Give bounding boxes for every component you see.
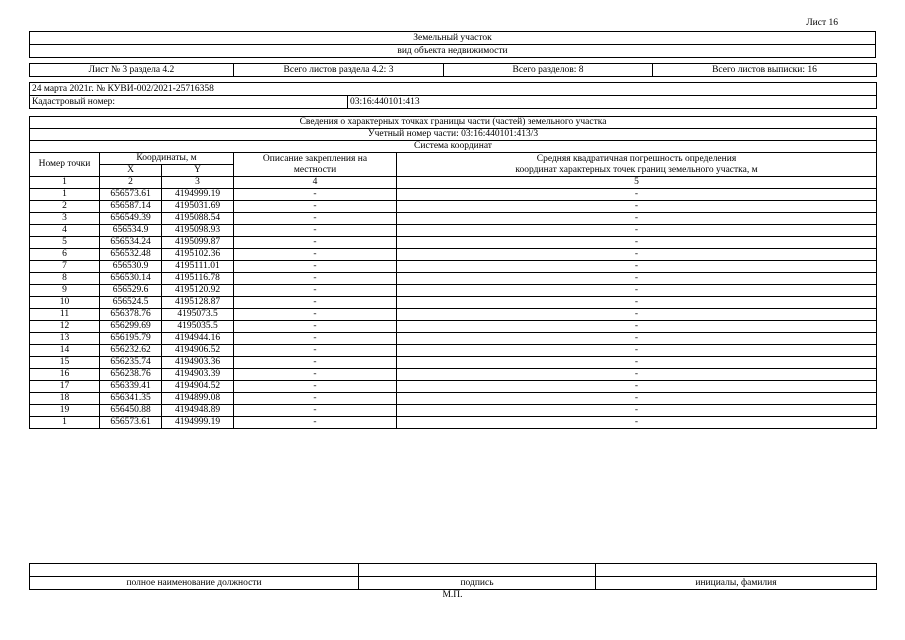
point-x: 656524.5 bbox=[100, 297, 162, 309]
point-description: - bbox=[234, 369, 397, 381]
point-x: 656238.76 bbox=[100, 369, 162, 381]
point-number: 19 bbox=[30, 405, 100, 417]
point-description: - bbox=[234, 285, 397, 297]
point-error: - bbox=[397, 189, 877, 201]
point-number: 17 bbox=[30, 381, 100, 393]
point-y: 4195116.78 bbox=[162, 273, 234, 285]
point-y: 4195111.01 bbox=[162, 261, 234, 273]
point-number: 16 bbox=[30, 369, 100, 381]
point-y: 4195120.92 bbox=[162, 285, 234, 297]
col-number: 3 bbox=[162, 177, 234, 189]
point-x: 656232.62 bbox=[100, 345, 162, 357]
point-error: - bbox=[397, 417, 877, 429]
point-x: 656195.79 bbox=[100, 333, 162, 345]
position-field bbox=[30, 564, 359, 577]
point-x: 656530.9 bbox=[100, 261, 162, 273]
date-and-number: 24 марта 2021г. № КУВИ-002/2021-25716358 bbox=[30, 83, 877, 96]
header-error-line1: Средняя квадратичная погрешность определения bbox=[536, 153, 737, 164]
point-y: 4195031.69 bbox=[162, 201, 234, 213]
point-description: - bbox=[234, 393, 397, 405]
point-x: 656532.48 bbox=[100, 249, 162, 261]
point-description: - bbox=[234, 189, 397, 201]
table-row bbox=[30, 273, 877, 285]
object-subtitle: вид объекта недвижимости bbox=[30, 45, 876, 58]
point-error: - bbox=[397, 273, 877, 285]
point-number: 14 bbox=[30, 345, 100, 357]
table-row bbox=[30, 201, 877, 213]
col-number: 4 bbox=[234, 177, 397, 189]
point-number: 11 bbox=[30, 309, 100, 321]
table-row bbox=[30, 381, 877, 393]
point-y: 4195035.5 bbox=[162, 321, 234, 333]
point-x: 656534.24 bbox=[100, 237, 162, 249]
total-sheets: Всего листов выписки: 16 bbox=[653, 64, 877, 77]
point-x: 656235.74 bbox=[100, 357, 162, 369]
point-y: 4194906.52 bbox=[162, 345, 234, 357]
point-description: - bbox=[234, 357, 397, 369]
total-sheets-in-section: Всего листов раздела 4.2: 3 bbox=[234, 64, 444, 77]
point-description: - bbox=[234, 297, 397, 309]
point-y: 4194948.89 bbox=[162, 405, 234, 417]
point-y: 4194944.16 bbox=[162, 333, 234, 345]
object-title: Земельный участок bbox=[30, 32, 876, 45]
sheet-number: Лист 16 bbox=[806, 18, 838, 28]
table-row bbox=[30, 213, 877, 225]
point-description: - bbox=[234, 261, 397, 273]
boundary-points-table bbox=[29, 116, 877, 429]
point-number: 13 bbox=[30, 333, 100, 345]
header-description-line2: местности bbox=[293, 164, 337, 175]
point-description: - bbox=[234, 321, 397, 333]
point-y: 4194999.19 bbox=[162, 417, 234, 429]
table-row bbox=[30, 321, 877, 333]
point-x: 656573.61 bbox=[100, 189, 162, 201]
point-number: 2 bbox=[30, 201, 100, 213]
point-error: - bbox=[397, 381, 877, 393]
point-description: - bbox=[234, 201, 397, 213]
header-point-number: Номер точки bbox=[30, 153, 100, 177]
point-error: - bbox=[397, 369, 877, 381]
point-number: 4 bbox=[30, 225, 100, 237]
table-row bbox=[30, 309, 877, 321]
point-number: 18 bbox=[30, 393, 100, 405]
point-y: 4195128.87 bbox=[162, 297, 234, 309]
point-number: 10 bbox=[30, 297, 100, 309]
point-y: 4195088.54 bbox=[162, 213, 234, 225]
object-header bbox=[29, 31, 876, 58]
point-x: 656549.39 bbox=[100, 213, 162, 225]
point-description: - bbox=[234, 249, 397, 261]
point-description: - bbox=[234, 225, 397, 237]
table-row bbox=[30, 369, 877, 381]
name-field bbox=[596, 564, 877, 577]
table-row bbox=[30, 249, 877, 261]
point-error: - bbox=[397, 405, 877, 417]
point-y: 4195099.87 bbox=[162, 237, 234, 249]
point-y: 4195102.36 bbox=[162, 249, 234, 261]
point-x: 656378.76 bbox=[100, 309, 162, 321]
point-error: - bbox=[397, 297, 877, 309]
point-y: 4194999.19 bbox=[162, 189, 234, 201]
point-number: 3 bbox=[30, 213, 100, 225]
point-x: 656341.35 bbox=[100, 393, 162, 405]
header-error-line2: координат характерных точек границ земельного участка, м bbox=[515, 164, 758, 175]
col-number: 5 bbox=[397, 177, 877, 189]
point-number: 15 bbox=[30, 357, 100, 369]
point-x: 656587.14 bbox=[100, 201, 162, 213]
point-description: - bbox=[234, 333, 397, 345]
header-x: X bbox=[100, 165, 162, 177]
point-y: 4195073.5 bbox=[162, 309, 234, 321]
part-number: Учетный номер части: 03:16:440101:413/3 bbox=[30, 129, 877, 141]
table-row bbox=[30, 237, 877, 249]
header-description-line1: Описание закрепления на bbox=[262, 153, 368, 164]
point-description: - bbox=[234, 213, 397, 225]
table-row bbox=[30, 333, 877, 345]
point-y: 4194903.39 bbox=[162, 369, 234, 381]
point-number: 12 bbox=[30, 321, 100, 333]
header-coordinates: Координаты, м bbox=[100, 153, 234, 165]
stamp-place: М.П. bbox=[442, 590, 463, 600]
point-y: 4194903.36 bbox=[162, 357, 234, 369]
total-sections: Всего разделов: 8 bbox=[444, 64, 653, 77]
point-error: - bbox=[397, 261, 877, 273]
point-error: - bbox=[397, 345, 877, 357]
sheet-info bbox=[29, 63, 877, 77]
point-y: 4195098.93 bbox=[162, 225, 234, 237]
table-row bbox=[30, 345, 877, 357]
point-number: 1 bbox=[30, 189, 100, 201]
table-row bbox=[30, 393, 877, 405]
point-error: - bbox=[397, 357, 877, 369]
table-row bbox=[30, 261, 877, 273]
table-row bbox=[30, 225, 877, 237]
signature-block bbox=[29, 563, 877, 590]
document-ids bbox=[29, 82, 877, 109]
coordinate-system: Система координат bbox=[30, 141, 877, 153]
point-error: - bbox=[397, 285, 877, 297]
point-description: - bbox=[234, 273, 397, 285]
point-error: - bbox=[397, 201, 877, 213]
point-x: 656530.14 bbox=[100, 273, 162, 285]
point-y: 4194899.08 bbox=[162, 393, 234, 405]
point-number: 8 bbox=[30, 273, 100, 285]
signature-field bbox=[359, 564, 596, 577]
point-description: - bbox=[234, 309, 397, 321]
signature-label: подпись bbox=[359, 577, 596, 590]
column-numbers-row bbox=[30, 177, 877, 189]
point-description: - bbox=[234, 237, 397, 249]
point-x: 656529.6 bbox=[100, 285, 162, 297]
point-x: 656339.41 bbox=[100, 381, 162, 393]
point-x: 656299.69 bbox=[100, 321, 162, 333]
point-number: 9 bbox=[30, 285, 100, 297]
header-error bbox=[397, 153, 877, 177]
point-error: - bbox=[397, 309, 877, 321]
point-number: 6 bbox=[30, 249, 100, 261]
point-x: 656573.61 bbox=[100, 417, 162, 429]
point-description: - bbox=[234, 345, 397, 357]
point-number: 5 bbox=[30, 237, 100, 249]
table-row bbox=[30, 405, 877, 417]
point-error: - bbox=[397, 333, 877, 345]
table-row bbox=[30, 297, 877, 309]
table-row bbox=[30, 189, 877, 201]
table-row bbox=[30, 285, 877, 297]
header-description bbox=[234, 153, 397, 177]
point-description: - bbox=[234, 417, 397, 429]
point-x: 656450.88 bbox=[100, 405, 162, 417]
point-error: - bbox=[397, 225, 877, 237]
point-error: - bbox=[397, 213, 877, 225]
position-label: полное наименование должности bbox=[30, 577, 359, 590]
col-number: 2 bbox=[100, 177, 162, 189]
point-error: - bbox=[397, 237, 877, 249]
table-row bbox=[30, 357, 877, 369]
cadastral-label: Кадастровый номер: bbox=[30, 96, 348, 109]
point-error: - bbox=[397, 321, 877, 333]
point-y: 4194904.52 bbox=[162, 381, 234, 393]
table-title: Сведения о характерных точках границы части (частей) земельного участка bbox=[30, 117, 877, 129]
point-error: - bbox=[397, 393, 877, 405]
table-row bbox=[30, 417, 877, 429]
cadastral-value: 03:16:440101:413 bbox=[348, 96, 877, 109]
point-x: 656534.9 bbox=[100, 225, 162, 237]
point-description: - bbox=[234, 381, 397, 393]
point-number: 1 bbox=[30, 417, 100, 429]
name-label: инициалы, фамилия bbox=[596, 577, 877, 590]
col-number: 1 bbox=[30, 177, 100, 189]
point-error: - bbox=[397, 249, 877, 261]
point-number: 7 bbox=[30, 261, 100, 273]
sheet-of-section: Лист № 3 раздела 4.2 bbox=[30, 64, 234, 77]
point-description: - bbox=[234, 405, 397, 417]
header-y: Y bbox=[162, 165, 234, 177]
